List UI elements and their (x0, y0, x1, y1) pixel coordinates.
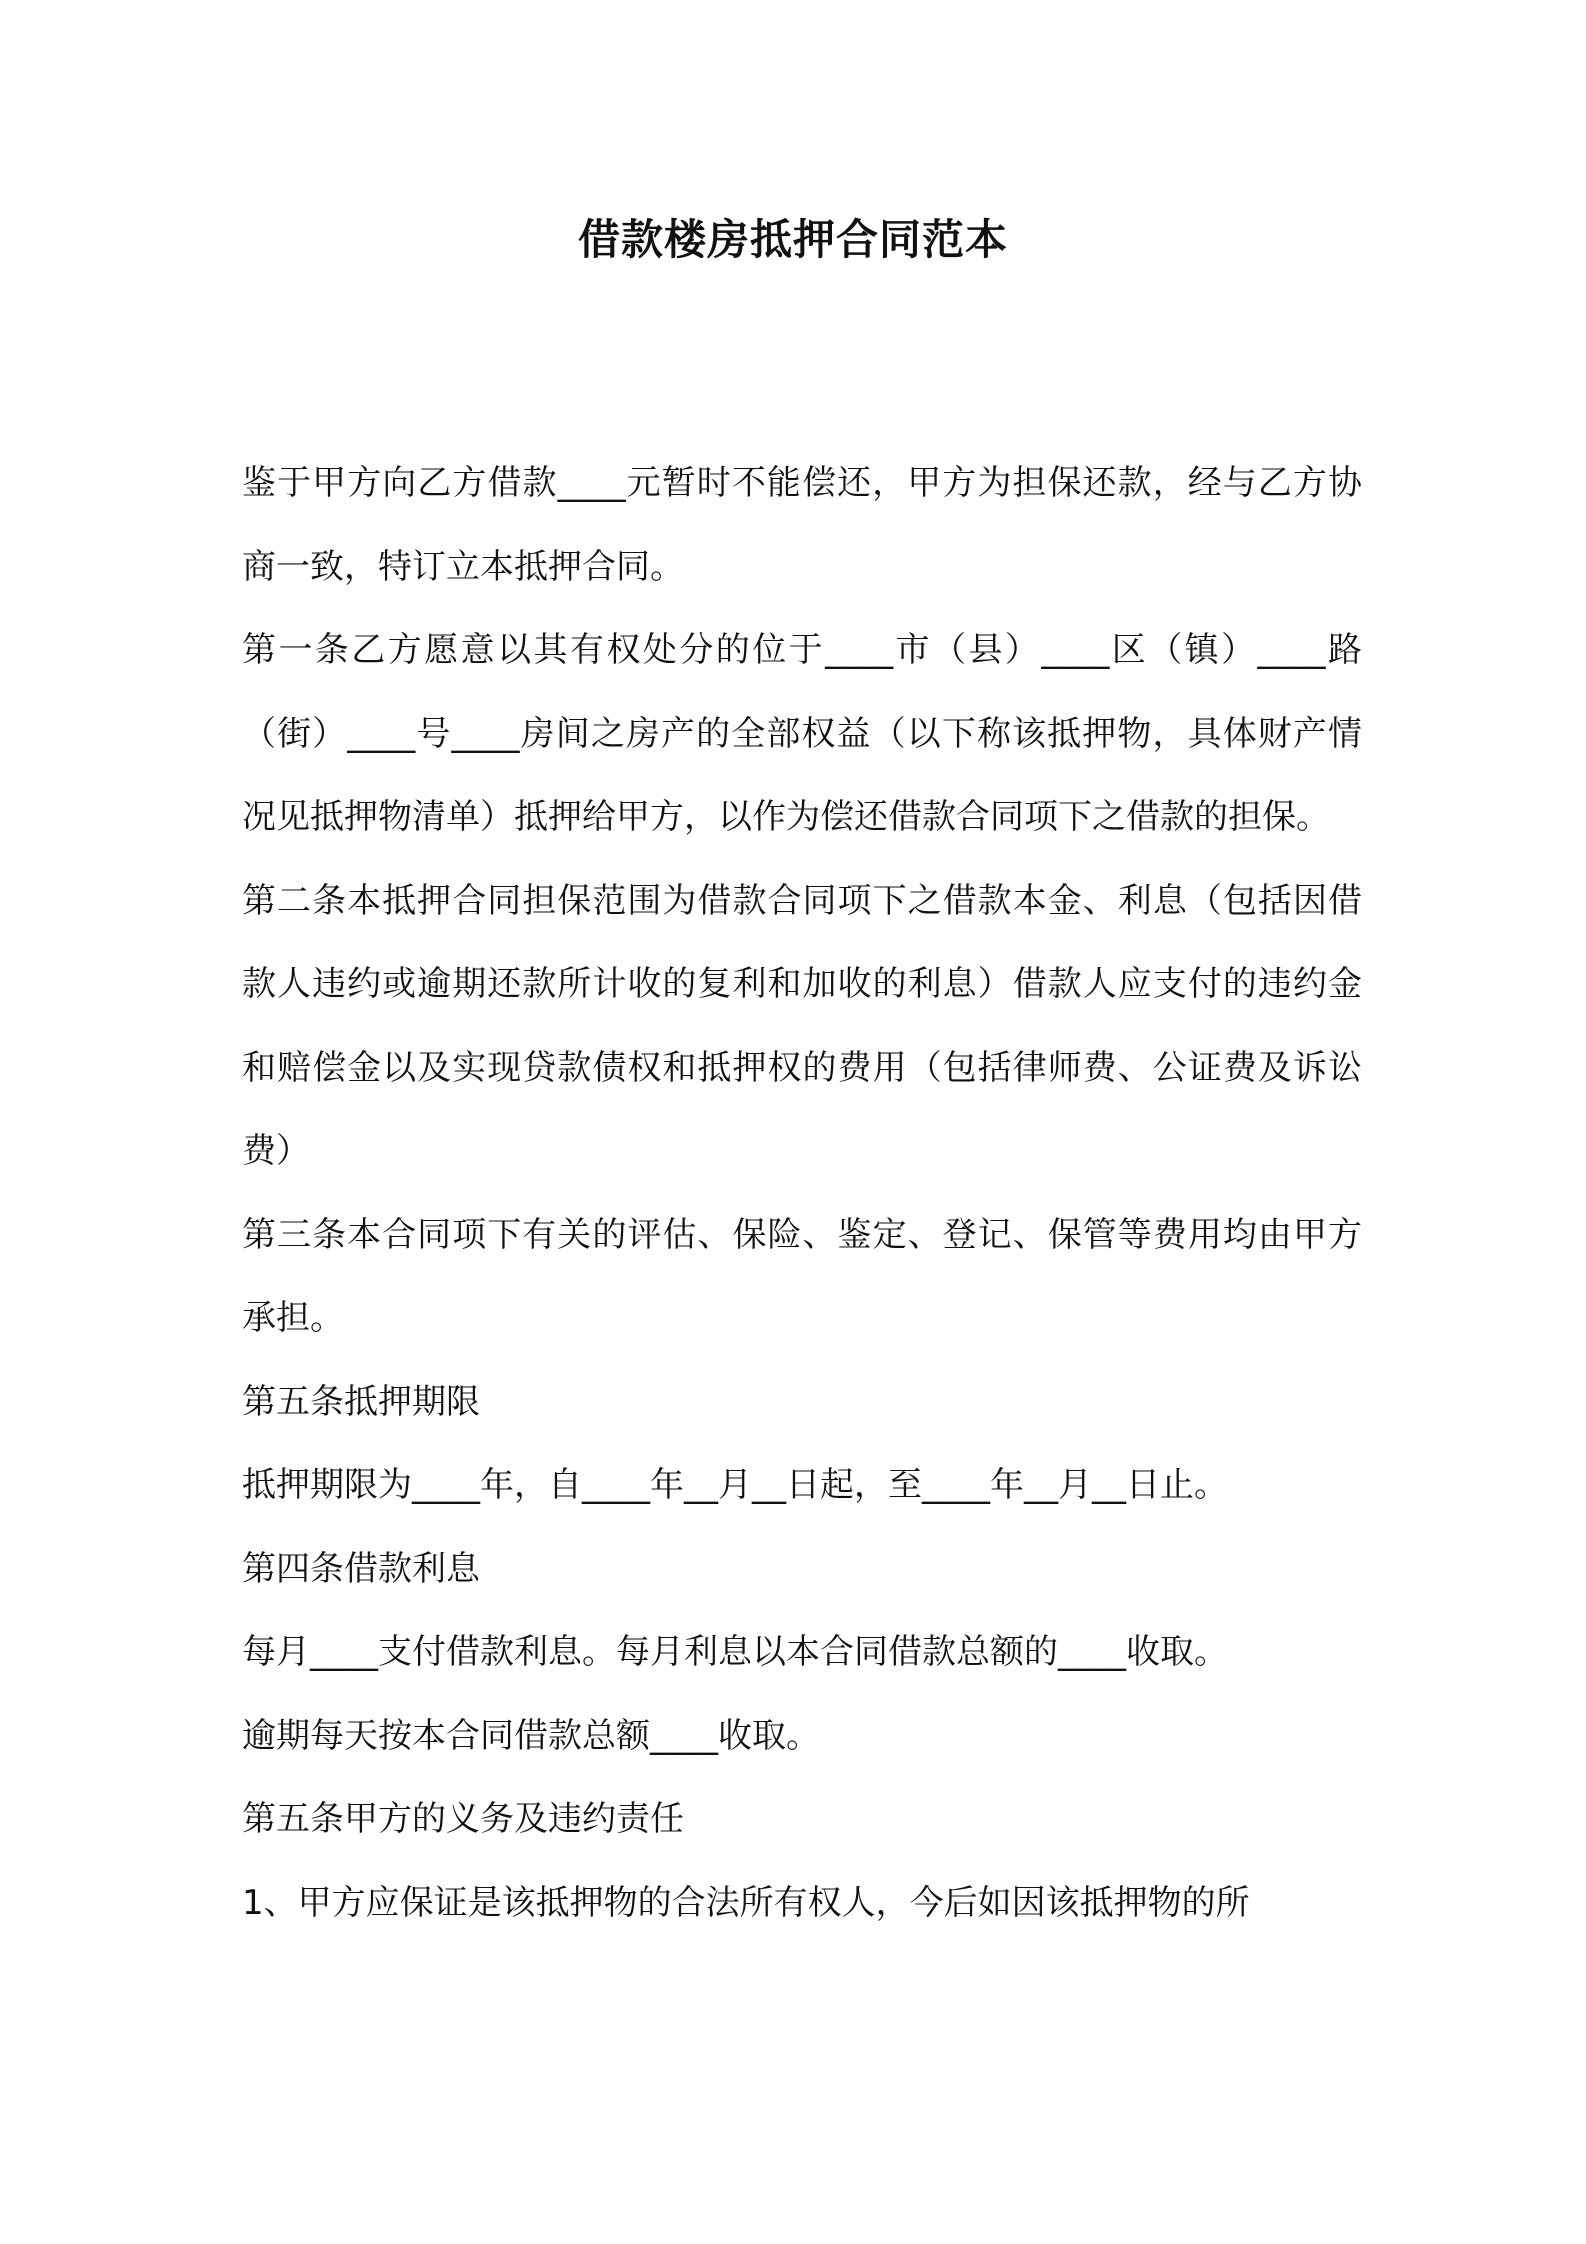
mortgage-term-heading: 第五条抵押期限 (242, 1381, 480, 1422)
article-3-paragraph: 第三条本合同项下有关的评估、保险、鉴定、登记、保管等费用均由甲方承担。 (242, 1214, 1362, 1338)
article-1-paragraph: 第一条乙方愿意以其有权处分的位于____市（县）____区（镇）____路（街）____号____房间之房产的全部权益（以下称该抵押物，具体财产情况见抵押物清单）抵押给甲方，以作为偿还借款合同项下之借款的担保。 (242, 630, 1362, 837)
party-a-obligations-heading: 第五条甲方的义务及违约责任 (242, 1799, 684, 1839)
article-2-paragraph: 第二条本抵押合同担保范围为借款合同项下之借款本金、利息（包括因借款人违约或逾期还款所计收的复利和加收的利息）借款人应支付的违约金和赔偿金以及实现贷款债权和抵押权的费用（包括律师费、公证费及诉讼费） (242, 880, 1362, 1171)
preamble-paragraph: 鉴于甲方向乙方借款____元暂时不能偿还，甲方为担保还款，经与乙方协商一致，特订立本抵押合同。 (242, 463, 1362, 587)
loan-interest-heading: 第四条借款利息 (242, 1548, 480, 1589)
monthly-interest-paragraph: 每月____支付借款利息。每月利息以本合同借款总额的____收取。 (242, 1632, 1228, 1672)
document-body (242, 442, 1362, 1945)
obligation-item-1: 1、甲方应保证是该抵押物的合法所有权人，今后如因该抵押物的所 (242, 1882, 1250, 1923)
mortgage-term-paragraph: 抵押期限为____年，自____年__月__日起，至____年__月__日止。 (242, 1465, 1228, 1505)
document-title: 借款楼房抵押合同范本 (577, 215, 1008, 264)
overdue-interest-paragraph: 逾期每天按本合同借款总额____收取。 (242, 1715, 820, 1756)
